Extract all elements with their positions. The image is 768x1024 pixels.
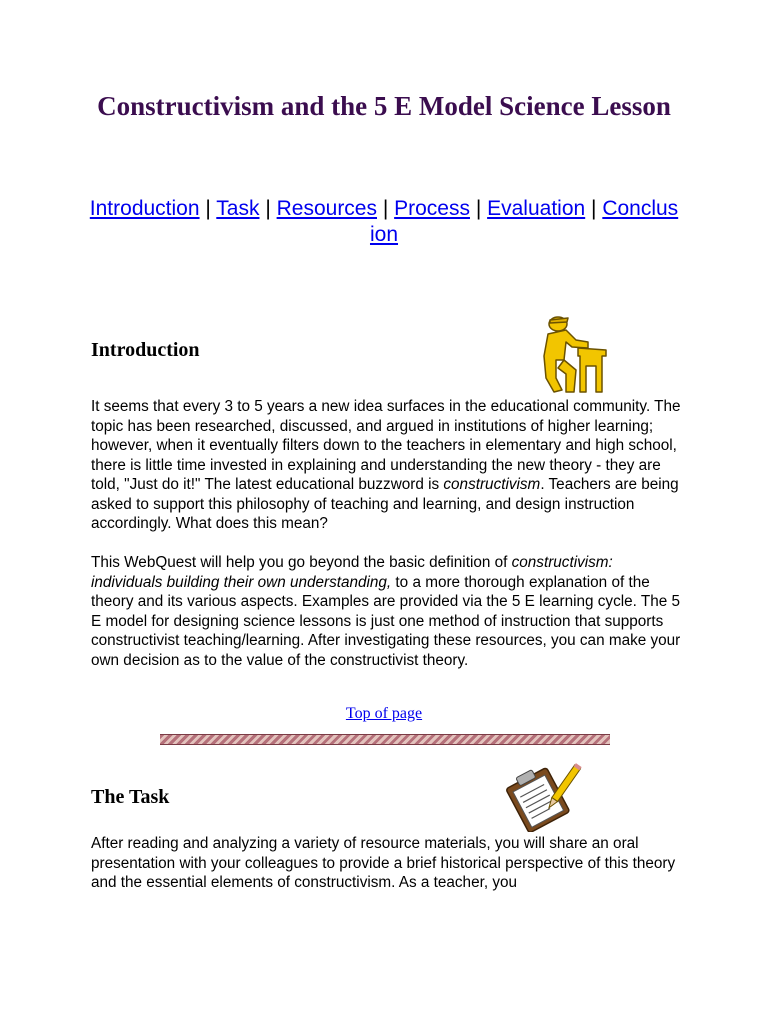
nav-link-conclusion[interactable]: Conclusion bbox=[369, 197, 679, 246]
introduction-paragraph-1: It seems that every 3 to 5 years a new idea surfaces in the educational community. The topic has been researched, discussed, and argued in institutions of higher learning; however, when it eventually filters down to the teachers in elementary and high school, there is little time invested in explaining and understanding the new theory - they are told, "Just do it!" The latest educational buzzword is constructivism. Teachers are being asked to support this philosophy of teaching and learning, and design instruction accordingly. What does this mean? bbox=[91, 398, 681, 532]
nav-link-evaluation[interactable]: Evaluation bbox=[487, 197, 586, 220]
worker-at-desk-icon bbox=[536, 312, 608, 394]
section-divider bbox=[160, 734, 610, 745]
page-title: Constructivism and the 5 E Model Science Lesson bbox=[97, 91, 671, 121]
nav-separator: | bbox=[377, 197, 395, 220]
nav-link-introduction[interactable]: Introduction bbox=[89, 197, 200, 220]
nav-separator: | bbox=[259, 197, 277, 220]
nav-separator: | bbox=[199, 197, 217, 220]
clipboard-pencil-icon bbox=[500, 760, 582, 832]
top-of-page-link[interactable]: Top of page bbox=[345, 705, 423, 722]
nav-link-process[interactable]: Process bbox=[394, 197, 470, 220]
nav-separator: | bbox=[585, 197, 603, 220]
section-nav bbox=[88, 196, 680, 248]
task-heading: The Task bbox=[91, 786, 170, 808]
task-paragraph-1: After reading and analyzing a variety of resource materials, you will share an oral presentation with your colleagues to provide a brief historical perspective of this theory and the essential elements of constructivism. As a teacher, you bbox=[91, 835, 676, 891]
introduction-paragraph-2: This WebQuest will help you go beyond the basic definition of constructivism: individuals building their own understanding, to a more thorough explanation of the theory and its various aspects. Examples are provided via the 5 E learning cycle. The 5 E model for designing science lessons is just one method of instruction that supports constructivist teaching/learning. After investigating these resources, you can make your own decision as to the value of the constructivist theory. bbox=[91, 554, 681, 669]
nav-separator: | bbox=[469, 197, 488, 220]
nav-link-resources[interactable]: Resources bbox=[276, 197, 377, 220]
introduction-heading: Introduction bbox=[91, 339, 200, 361]
nav-link-task[interactable]: Task bbox=[216, 197, 260, 220]
